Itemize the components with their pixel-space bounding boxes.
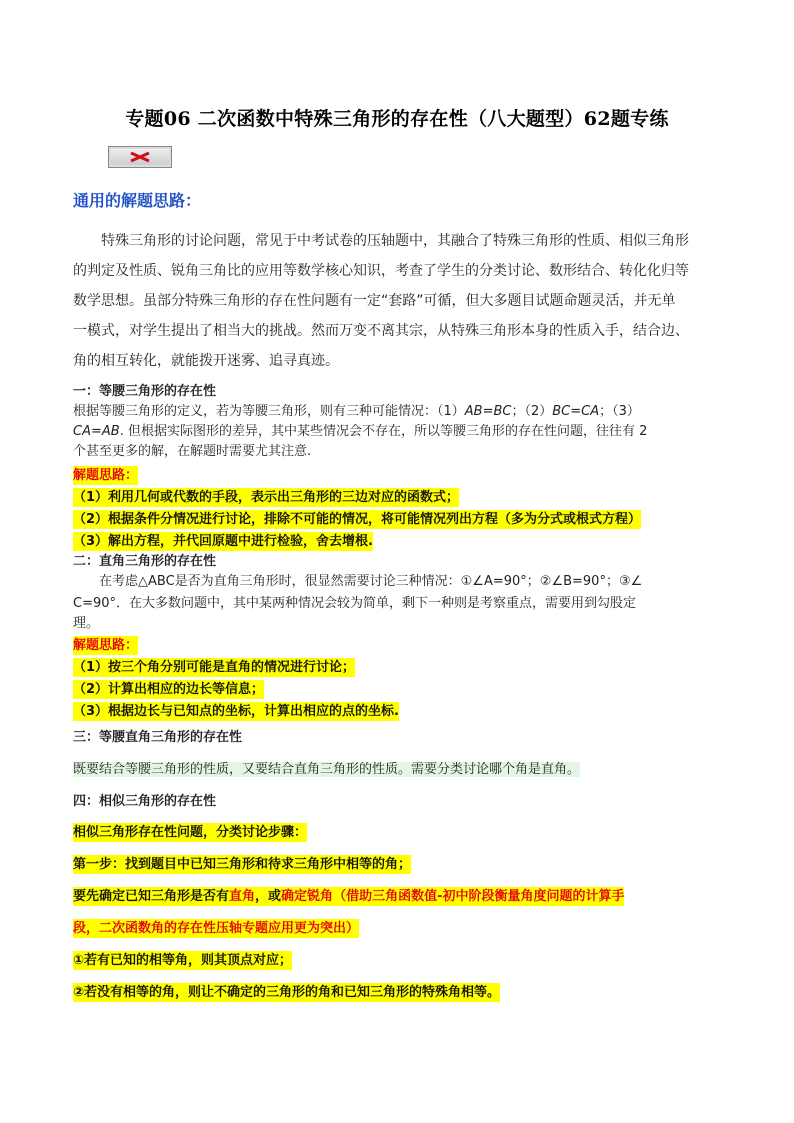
part2-body-line-3: 理。	[73, 616, 100, 631]
part1-body-line-2: CA=AB. 但根据实际图形的差异，其中某些情况会不存在，所以等腰三角形的存在性问题，往往有 2	[73, 424, 648, 439]
part2-body-line-1: 在考虑△ABC是否为直角三角形时，很显然需要讨论三种情况：①∠A=90°；②∠B=90°；③∠	[99, 574, 643, 589]
part4-line-1: 相似三角形存在性问题，分类讨论步骤：	[73, 825, 308, 840]
part2-step-1: （1）按三个角分别可能是直角的情况进行讨论；	[73, 660, 356, 675]
part2-body-line-2: C=90°．在大多数问题中，其中某两种情况会较为简单，剩下一种则是考察重点，需要用到勾股定	[73, 596, 637, 611]
part1-step-3: （3）解出方程，并代回原题中进行检验，舍去增根.	[73, 534, 373, 549]
part1-tip-label: 解题思路：	[73, 468, 139, 483]
part1-step-1: （1）利用几何或代数的手段，表示出三角形的三边对应的函数式；	[73, 490, 460, 505]
part3-body: 既要结合等腰三角形的性质，又要结合直角三角形的性质。需要分类讨论哪个角是直角。	[73, 762, 581, 777]
intro-line-4: 一模式，对学生提出了相当大的挑战。然而万变不离其宗，从特殊三角形本身的性质入手，结合边、	[73, 323, 689, 339]
part2-title: 二：直角三角形的存在性	[73, 554, 217, 569]
part4-line-3: 要先确定已知三角形是否有直角，或确定锐角（借助三角函数值-初中阶段衡量角度问题的计算手	[73, 889, 625, 904]
part4-line-2: 第一步：找到题目中已知三角形和待求三角形中相等的角；	[73, 857, 412, 872]
intro-line-1: 特殊三角形的讨论问题，常见于中考试卷的压轴题中，其融合了特殊三角形的性质、相似三角形	[101, 233, 689, 249]
part4-line-4: 段，二次函数角的存在性压轴专题应用更为突出）	[73, 921, 360, 936]
page-title: 专题06 二次函数中特殊三角形的存在性（八大题型）62题专练	[125, 108, 669, 130]
part3-title: 三：等腰直角三角形的存在性	[73, 730, 243, 745]
part4-line-5: ①若有已知的相等角，则其顶点对应；	[73, 953, 293, 968]
part2-step-2: （2）计算出相应的边长等信息；	[73, 682, 265, 697]
part2-tip-label: 解题思路：	[73, 638, 139, 653]
intro-line-3: 数学思想。虽部分特殊三角形的存在性问题有一定“套路”可循，但大多题目试题命题灵活，并无单	[73, 293, 676, 309]
part1-step-2: （2）根据条件分情况进行讨论，排除不可能的情况，将可能情况列出方程（多为分式或根式方程）	[73, 512, 642, 527]
part4-line-6: ②若没有相等的角，则让不确定的三角形的角和已知三角形的特殊角相等。	[73, 985, 501, 1000]
part1-title: 一：等腰三角形的存在性	[73, 384, 217, 399]
section-heading: 通用的解题思路：	[73, 191, 202, 210]
part1-body-line-1: 根据等腰三角形的定义，若为等腰三角形，则有三种可能情况：（1）AB=BC；（2）BC=CA；（3）	[73, 404, 640, 419]
part4-title: 四：相似三角形的存在性	[73, 794, 217, 809]
part2-step-3: （3）根据边长与已知点的坐标，计算出相应的点的坐标.	[73, 704, 399, 719]
intro-line-2: 的判定及性质、锐角三角比的应用等数学核心知识，考查了学生的分类讨论、数形结合、转化化归等	[73, 263, 689, 279]
part1-body-line-3: 个甚至更多的解，在解题时需要尤其注意.	[73, 444, 312, 459]
intro-line-5: 角的相互转化，就能拨开迷雾、追寻真迹。	[73, 353, 339, 369]
logo-icon	[108, 146, 172, 168]
